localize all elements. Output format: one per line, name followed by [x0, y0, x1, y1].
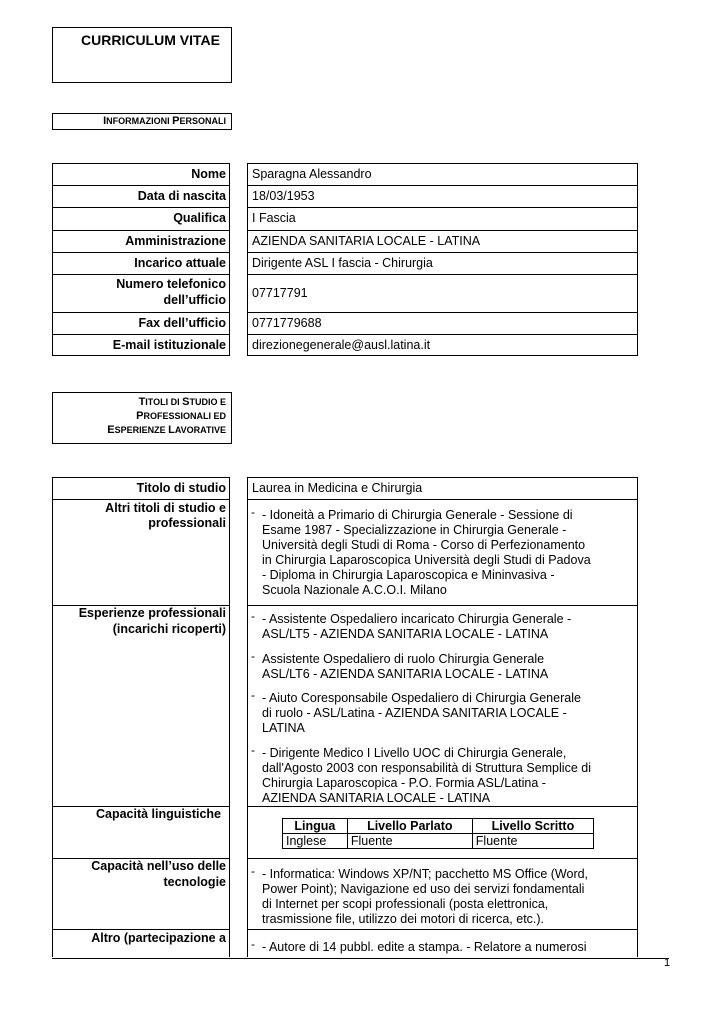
label-row — [53, 164, 229, 186]
value-row — [248, 253, 637, 275]
value-row — [248, 335, 637, 357]
page-divider — [52, 958, 669, 959]
value-row — [248, 231, 637, 253]
studies-values — [247, 477, 638, 957]
label-row — [53, 930, 229, 958]
altro-paragraph: - - Autore di 14 pubbl. edite a stampa. - Relatore a numerosi — [251, 937, 587, 954]
cell-lingua: Inglese — [283, 834, 348, 849]
section-studies-line3: ESPERIENZE LAVORATIVE — [107, 424, 226, 436]
label-row — [53, 478, 229, 500]
value-row — [248, 478, 637, 500]
label-row — [53, 186, 229, 208]
cell-parlato: Fluente — [347, 834, 472, 849]
esperienza-item: - - Aiuto Coresponsabile Ospedaliero di Chirurgia Generale di ruolo - ASL/Latina - AZIENDA SANITARIA LOCALE - LATINA — [251, 688, 581, 735]
header-lingua: Lingua — [283, 819, 348, 834]
label-telefono-1: Numero telefonico — [116, 277, 226, 291]
personal-values — [247, 163, 638, 356]
label-row — [53, 859, 229, 930]
language-header-row — [283, 819, 594, 834]
value-email: direzionegenerale@ausl.latina.it — [252, 338, 431, 352]
label-row — [53, 231, 229, 253]
tecnologie-paragraph: - - Informatica: Windows XP/NT; pacchetto MS Office (Word, Power Point); Navigazione ed uso dei servizi fondamentali di Internet per scopi professionali (posta elettronica, trasmissione file, utilizzo dei motori di ricerca, etc.). — [251, 864, 589, 926]
section-studies-line1: TITOLI DI STUDIO E — [138, 396, 226, 408]
label-email: E-mail istituzionale — [112, 338, 226, 352]
label-row — [53, 606, 229, 807]
value-row — [248, 186, 637, 208]
label-esperienze-2: (incarichi ricoperti) — [112, 622, 226, 636]
value-row — [248, 930, 637, 958]
page-number: 1 — [664, 957, 671, 969]
value-titolo: Laurea in Medicina e Chirurgia — [252, 481, 423, 495]
document-title: CURRICULUM VITAE — [81, 32, 220, 48]
value-row — [248, 164, 637, 186]
value-nome: Sparagna Alessandro — [252, 167, 372, 181]
title-box — [52, 27, 232, 83]
value-row — [248, 859, 637, 930]
section-studies-line2: PROFESSIONALI ED — [136, 410, 226, 422]
label-row — [53, 253, 229, 275]
label-telefono-2: dell’ufficio — [163, 293, 226, 307]
value-row — [248, 500, 637, 606]
section-personal-info: INFORMAZIONI PERSONALI — [52, 113, 232, 130]
value-telefono: 07717791 — [252, 286, 308, 300]
value-data-nascita: 18/03/1953 — [252, 189, 315, 203]
value-row — [248, 606, 637, 807]
label-nome: Nome — [191, 167, 226, 181]
label-row — [53, 275, 229, 313]
value-amministrazione: AZIENDA SANITARIA LOCALE - LATINA — [252, 234, 481, 248]
label-altri-1: Altri titoli di studio e — [105, 501, 226, 515]
value-row — [248, 313, 637, 335]
studies-labels — [52, 477, 230, 957]
label-row — [53, 208, 229, 231]
esperienza-item: - - Assistente Ospedaliero incaricato Chirurgia Generale - ASL/LT5 - AZIENDA SANITARIA LOCALE - LATINA — [251, 609, 572, 641]
personal-labels — [52, 163, 230, 356]
cell-scritto: Fluente — [472, 834, 593, 849]
language-table — [282, 818, 594, 849]
label-esperienze-1: Esperienze professionali — [78, 606, 226, 620]
label-altri-2: professionali — [148, 516, 226, 530]
header-livello-parlato: Livello Parlato — [347, 819, 472, 834]
header-livello-scritto: Livello Scritto — [472, 819, 593, 834]
label-altro: Altro (partecipazione a — [91, 931, 226, 945]
label-data-nascita: Data di nascita — [137, 189, 226, 203]
altri-titoli-paragraph: - - Idoneità a Primario di Chirurgia Generale - Sessione di Esame 1987 - Specializzazione in Chirurgia Generale - Università degli Studi di Roma - Corso di Perfezionamento in Chirurgia Laparoscopica Università degli Studi di Padova - Diploma in Chirurgia Laparoscopica e Mininvasiva - Scuola Nazionale A.C.O.I. Milano — [251, 505, 591, 597]
value-fax: 0771779688 — [252, 316, 322, 330]
label-tecnologie-1: Capacità nell’uso delle — [91, 859, 226, 873]
label-incarico: Incarico attuale — [134, 256, 226, 270]
label-tecnologie-2: tecnologie — [163, 875, 226, 889]
esperienza-item: - Assistente Ospedaliero di ruolo Chirurgia Generale ASL/LT6 - AZIENDA SANITARIA LOCALE - LATINA — [251, 649, 549, 681]
label-fax: Fax dell’ufficio — [138, 316, 226, 330]
label-row — [53, 313, 229, 335]
section-studies — [52, 392, 232, 444]
esperienza-item: - - Dirigente Medico I Livello UOC di Chirurgia Generale, dall'Agosto 2003 con responsabilità di Struttura Semplice di Chirurgia Laparoscopica - P.O. Formia ASL/Latina - AZIENDA SANITARIA LOCALE - LATINA — [251, 743, 591, 805]
label-qualifica: Qualifica — [173, 211, 226, 225]
table-row — [283, 834, 594, 849]
label-row — [53, 335, 229, 357]
value-qualifica: I Fascia — [252, 211, 296, 225]
value-incarico: Dirigente ASL I fascia - Chirurgia — [252, 256, 433, 270]
label-titolo: Titolo di studio — [136, 481, 226, 495]
value-row — [248, 208, 637, 231]
label-amministrazione: Amministrazione — [125, 234, 226, 248]
label-lingue: Capacità linguistiche — [95, 807, 221, 821]
label-row — [53, 500, 229, 606]
label-row — [53, 807, 229, 859]
value-row — [248, 275, 637, 313]
